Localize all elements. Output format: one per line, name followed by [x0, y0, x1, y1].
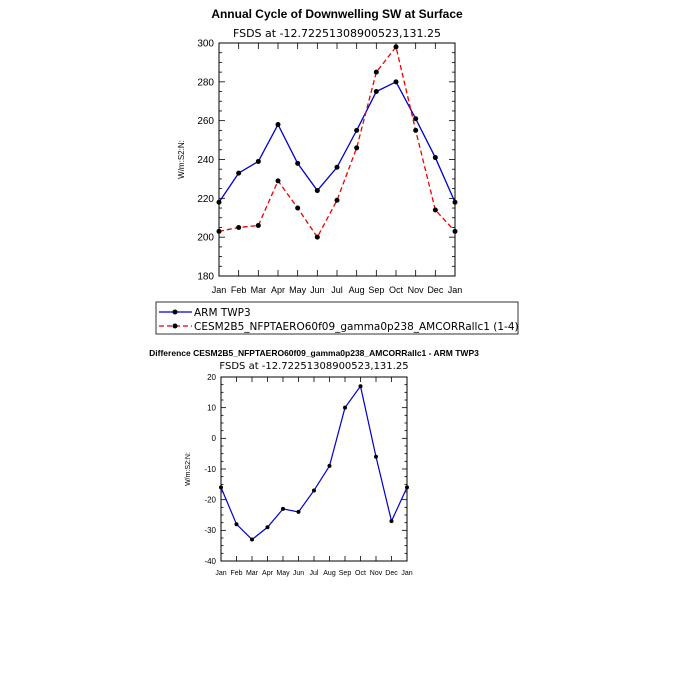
- y-tick-label: 200: [197, 232, 214, 244]
- series-1: [219, 384, 409, 541]
- x-tick-label: Jan: [401, 570, 413, 577]
- data-point: [236, 171, 241, 176]
- data-point: [359, 384, 363, 388]
- series-1: [217, 79, 458, 204]
- data-point: [236, 225, 241, 230]
- y-tick-label: -10: [204, 464, 216, 474]
- series-2: [217, 44, 458, 239]
- x-tick-label: Aug: [323, 570, 336, 577]
- data-point: [394, 44, 399, 49]
- chart-1: [156, 7, 519, 334]
- x-tick-label: Sep: [368, 285, 385, 295]
- data-point: [335, 165, 340, 170]
- data-point: [335, 198, 340, 203]
- x-tick-label: May: [276, 570, 290, 577]
- x-tick-label: Apr: [262, 570, 273, 577]
- data-point: [374, 89, 379, 94]
- y-tick-label: -40: [204, 556, 216, 566]
- data-point: [235, 522, 239, 526]
- data-point: [256, 159, 261, 164]
- legend-label: ARM TWP3: [194, 307, 251, 319]
- data-point: [276, 178, 281, 183]
- x-tick-label: Oct: [355, 570, 366, 577]
- data-point: [343, 406, 347, 410]
- x-tick-label: Nov: [369, 570, 383, 577]
- x-tick-label: Nov: [407, 285, 424, 295]
- data-point: [266, 525, 270, 529]
- chart-2: [149, 348, 479, 577]
- legend-marker: [173, 310, 178, 315]
- x-tick-label: Apr: [270, 285, 286, 295]
- chart-title: Difference CESM2B5_NFPTAERO60f09_gamma0p238_AMCORRallc1 - ARM TWP3: [149, 348, 479, 358]
- data-point: [354, 145, 359, 150]
- x-tick-label: Sep: [338, 570, 352, 577]
- data-point: [315, 235, 320, 240]
- data-point: [394, 79, 399, 84]
- legend: [156, 302, 519, 334]
- x-tick-label: Feb: [230, 570, 243, 577]
- data-point: [276, 122, 281, 127]
- plot-frame: [219, 43, 455, 276]
- data-point: [219, 485, 223, 489]
- data-point: [281, 507, 285, 511]
- y-axis-label: W/m:S2:N:: [185, 452, 192, 486]
- data-point: [328, 464, 332, 468]
- x-tick-label: Jan: [211, 285, 227, 295]
- y-tick-label: -30: [204, 526, 216, 536]
- data-point: [433, 155, 438, 160]
- x-tick-label: Jan: [215, 570, 227, 577]
- x-tick-label: Oct: [388, 285, 404, 295]
- data-point: [250, 538, 254, 542]
- chart-subtitle: FSDS at -12.72251308900523,131.25: [219, 361, 409, 372]
- x-tick-label: Jan: [447, 285, 463, 295]
- y-tick-label: -20: [204, 495, 216, 505]
- chart-title: Annual Cycle of Downwelling SW at Surface: [211, 7, 463, 21]
- data-point: [374, 70, 379, 75]
- x-tick-label: Jul: [331, 285, 343, 295]
- x-tick-label: Jun: [310, 285, 325, 295]
- legend-marker: [173, 324, 178, 329]
- data-point: [295, 206, 300, 211]
- data-point: [315, 188, 320, 193]
- series-line: [221, 386, 407, 539]
- data-point: [256, 223, 261, 228]
- data-point: [297, 510, 301, 514]
- data-point: [405, 485, 409, 489]
- y-tick-label: 180: [197, 271, 214, 283]
- y-tick-label: 220: [197, 193, 214, 205]
- chart-subtitle: FSDS at -12.72251308900523,131.25: [232, 27, 442, 40]
- data-point: [433, 207, 438, 212]
- data-point: [295, 161, 300, 166]
- y-tick-label: 0: [211, 434, 216, 444]
- data-point: [390, 519, 394, 523]
- x-tick-label: Feb: [230, 285, 247, 295]
- x-tick-label: Aug: [348, 285, 365, 295]
- data-point: [413, 128, 418, 133]
- y-tick-label: 20: [207, 372, 216, 382]
- data-point: [217, 200, 222, 205]
- y-tick-label: 240: [197, 155, 214, 166]
- data-point: [374, 455, 378, 459]
- y-tick-label: 10: [207, 403, 216, 413]
- y-tick-label: 260: [197, 116, 214, 128]
- data-point: [354, 128, 359, 133]
- x-tick-label: Mar: [250, 285, 267, 295]
- x-tick-label: Jun: [292, 570, 305, 577]
- x-tick-label: Mar: [245, 570, 259, 577]
- legend-label: CESM2B5_NFPTAERO60f09_gamma0p238_AMCORRallc1 (1-4): [194, 321, 519, 333]
- x-tick-label: Jul: [309, 570, 319, 577]
- x-tick-label: Dec: [385, 570, 398, 577]
- data-point: [453, 229, 458, 234]
- x-tick-label: May: [289, 285, 307, 295]
- y-tick-label: 280: [197, 77, 214, 89]
- data-point: [217, 229, 222, 234]
- y-axis-label: W/m:S2:N:: [177, 140, 186, 179]
- y-tick-label: 300: [197, 38, 214, 50]
- series-line: [219, 82, 455, 202]
- x-tick-label: Dec: [427, 285, 444, 295]
- series-line: [219, 47, 455, 237]
- data-point: [453, 200, 458, 205]
- data-point: [312, 488, 316, 492]
